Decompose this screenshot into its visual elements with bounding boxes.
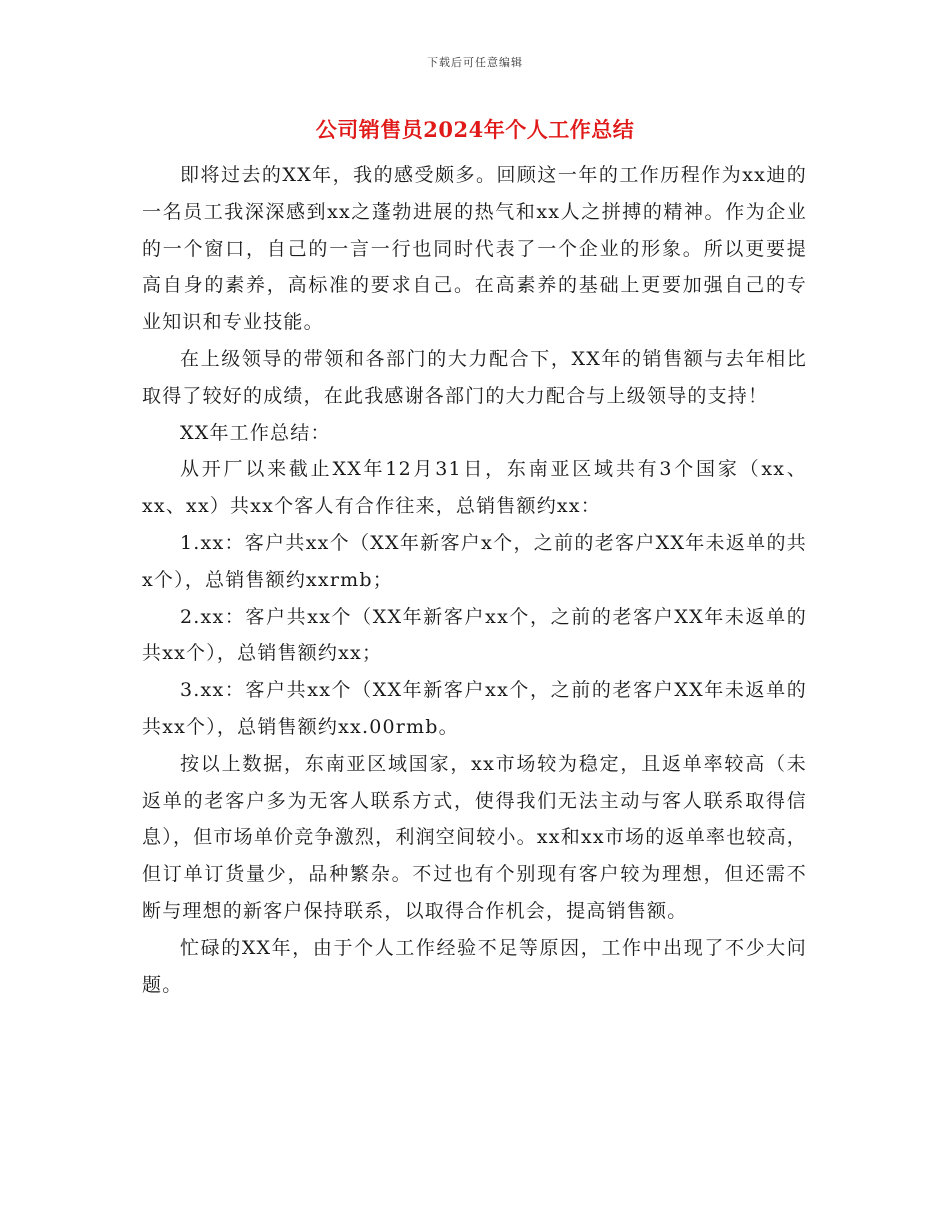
paragraph-item-3: 3.xx：客户共xx个（XX年新客户xx个，之前的老客户XX年未返单的共xx个），总销售额约xx.00rmb。 bbox=[142, 679, 807, 738]
paragraph-item-1: 1.xx：客户共xx个（XX年新客户x个，之前的老客户XX年未返单的共x个），总销售额约xxrmb； bbox=[142, 531, 807, 591]
paragraph-region-overview: 从开厂以来截止XX年12月31日，东南亚区域共有3个国家（xx、xx、xx）共xx个客人有合作往来，总销售额约xx： bbox=[142, 458, 807, 518]
paragraph-item-2: 2.xx：客户共xx个（XX年新客户xx个，之前的老客户XX年未返单的共xx个），总销售额约xx； bbox=[142, 605, 807, 665]
paragraph-thanks: 在上级领导的带领和各部门的大力配合下，XX年的销售额与去年相比取得了较好的成绩，在此我感谢各部门的大力配合与上级领导的支持！ bbox=[142, 347, 807, 407]
paragraph-analysis: 按以上数据，东南亚区域国家，xx市场较为稳定，且返单率较高（未返单的老客户多为无客人联系方式，使得我们无法主动与客人联系取得信息），但市场单价竞争激烈，利润空间较小。xx和xx市场的返单率也较高，但订单订货量少，品种繁杂。不过也有个别现有客户较为理想，但还需不断与理想的新客户保持联系，以取得合作机会，提高销售额。 bbox=[142, 752, 807, 922]
paragraph-problems: 忙碌的XX年，由于个人工作经验不足等原因，工作中出现了不少大问题。 bbox=[142, 936, 807, 996]
paragraph-intro: 即将过去的XX年，我的感受颇多。回顾这一年的工作历程作为xx迪的一名员工我深深感到xx之蓬勃进展的热气和xx人之拼搏的精神。作为企业的一个窗口，自己的一言一行也同时代表了一个企业的形象。所以更要提高自身的素养，高标准的要求自己。在高素养的基础上更要加强自己的专业知识和专业技能。 bbox=[142, 164, 807, 334]
document-body bbox=[142, 157, 807, 1003]
paragraph-summary-heading: XX年工作总结： bbox=[180, 421, 331, 444]
header-note: 下载后可任意编辑 bbox=[427, 56, 523, 69]
document-title: 公司销售员2024年个人工作总结 bbox=[315, 117, 635, 142]
